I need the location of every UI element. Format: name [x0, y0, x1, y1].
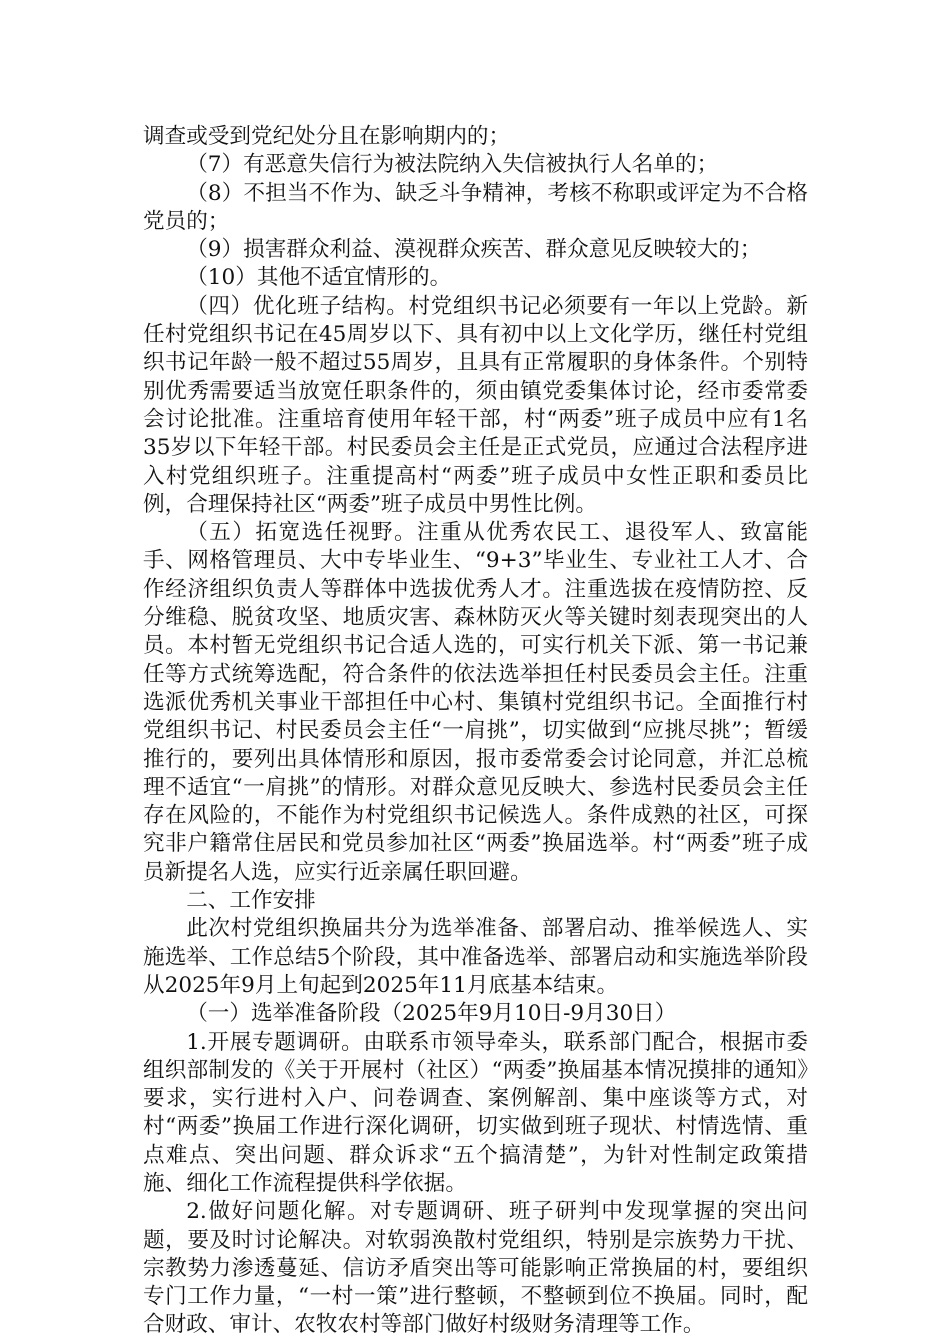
paragraph-continuation: 调查或受到党纪处分且在影响期内的；	[143, 124, 511, 149]
paragraph-item-9: （9）损害群众利益、漠视群众疾苦、群众意见反映较大的；	[186, 237, 762, 263]
paragraph-item-research: 1.开展专题调研。由联系市领导牵头，联系部门配合，根据市委组织部制发的《关于开展村（社区）“两委”换届基本情况摸排的通知》要求，实行进村入户、问卷调查、案例解剖、集中座谈等方式，对村“两委”换届工作进行深化调研，切实做到班子现状、村情选情、重点难点、突出问题、群众诉求“五个搞清楚”，为针对性制定政策措施、细化工作流程提供科学依据。	[143, 1029, 808, 1196]
subsection-heading-preparation: （一）选举准备阶段（2025年9月10日-9月30日）	[186, 1001, 677, 1027]
section-heading-work-arrangement: 二、工作安排	[186, 888, 316, 914]
paragraph-item-8: （8）不担当不作为、缺乏斗争精神，考核不称职或评定为不合格党员的；	[143, 180, 808, 234]
paragraph-item-resolution: 2.做好问题化解。对专题调研、班子研判中发现掌握的突出问题，要及时讨论解决。对软弱涣散村党组织，特别是宗族势力干扰、宗教势力渗透蔓延、信访矛盾突出等可能影响正常换届的村，要组织专门工作力量，“一村一策”进行整顿，不整顿到位不换届。同时，配合财政、审计、农牧农村等部门做好村级财务清理等工作。	[143, 1199, 808, 1338]
document-page	[143, 123, 808, 1340]
paragraph-overview: 此次村党组织换届共分为选举准备、部署启动、推举候选人、实施选举、工作总结5个阶段，其中准备选举、部署启动和实施选举阶段从2025年9月上旬起到2025年11月底基本结束。	[143, 916, 808, 998]
paragraph-section-5: （五）拓宽选任视野。注重从优秀农民工、退役军人、致富能手、网格管理员、大中专毕业生、“9+3”毕业生、专业社工人才、合作经济组织负责人等群体中选拔优秀人才。注重选拔在疫情防控、反分维稳、脱贫攻坚、地质灾害、森林防灭火等关键时刻表现突出的人员。本村暂无党组织书记合适人选的，可实行机关下派、第一书记兼任等方式统筹选配，符合条件的依法选举担任村民委员会主任。注重选派优秀机关事业干部担任中心村、集镇村党组织书记。全面推行村党组织书记、村民委员会主任“一肩挑”，切实做到“应挑尽挑”；暂缓推行的，要列出具体情形和原因，报市委常委会讨论同意，并汇总梳理不适宜“一肩挑”的情形。对群众意见反映大、参选村民委员会主任存在风险的，不能作为村党组织书记候选人。条件成熟的社区，可探究非户籍常住居民和党员参加社区“两委”换届选举。村“两委”班子成员新提名人选，应实行近亲属任职回避。	[143, 520, 808, 885]
paragraph-section-4: （四）优化班子结构。村党组织书记必须要有一年以上党龄。新任村党组织书记在45周岁以下、具有初中以上文化学历，继任村党组织书记年龄一般不超过55周岁，且具有正常履职的身体条件。个别特别优秀需要适当放宽任职条件的，须由镇党委集体讨论，经市委常委会讨论批准。注重培育使用年轻干部，村“两委”班子成员中应有1名35岁以下年轻干部。村民委员会主任是正式党员，应通过合法程序进入村党组织班子。注重提高村“两委”班子成员中女性正职和委员比例，合理保持社区“两委”班子成员中男性比例。	[143, 293, 808, 517]
paragraph-item-10: （10）其他不适宜情形的。	[186, 265, 452, 291]
paragraph-item-7: （7）有恶意失信行为被法院纳入失信被执行人名单的；	[186, 152, 719, 178]
